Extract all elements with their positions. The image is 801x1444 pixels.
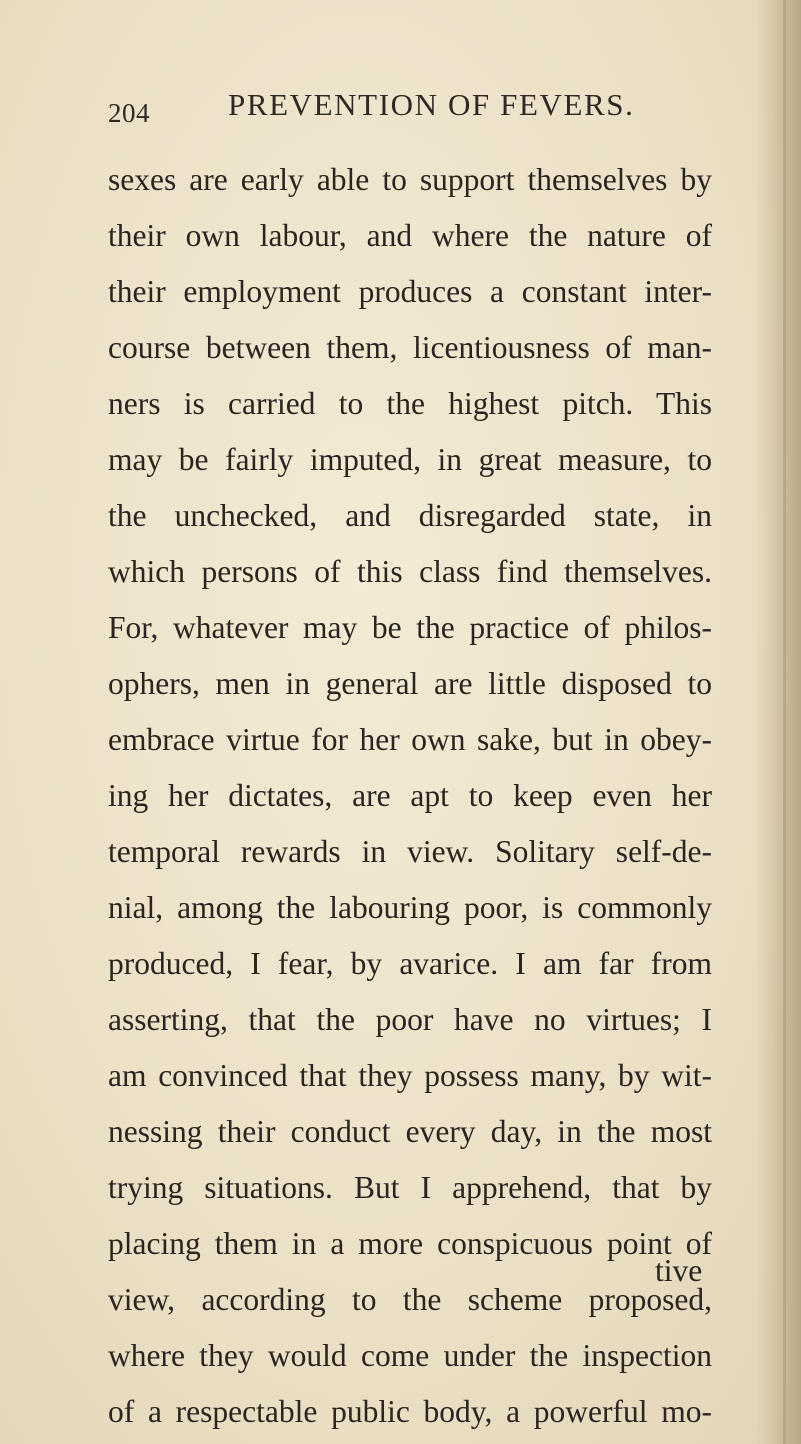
text-line: ners is carried to the highest pitch. This xyxy=(108,386,712,421)
text-line: ophers, men in general are little disposed to xyxy=(108,666,712,701)
text-line: sexes are early able to support themselves by xyxy=(108,162,712,197)
gutter-edge xyxy=(783,0,786,1444)
text-line: placing them in a more conspicuous point of xyxy=(108,1226,712,1261)
text-line: the unchecked, and disregarded state, in xyxy=(108,498,712,533)
page-number: 204 xyxy=(108,98,150,128)
gutter-shadow xyxy=(755,0,801,1444)
text-line: produced, I fear, by avarice. I am far from xyxy=(108,946,712,981)
text-line: which persons of this class find themselves. xyxy=(108,554,712,589)
text-line: course between them, licentiousness of man- xyxy=(108,330,712,365)
body-text xyxy=(108,152,712,1440)
text-line: embrace virtue for her own sake, but in obey- xyxy=(108,722,712,757)
text-line: of a respectable public body, a powerful mo- xyxy=(108,1394,712,1429)
catchword: tive xyxy=(655,1253,703,1288)
text-line: temporal rewards in view. Solitary self-de- xyxy=(108,834,712,869)
text-line: For, whatever may be the practice of philos- xyxy=(108,610,712,645)
running-title: PREVENTION OF FEVERS. xyxy=(228,87,635,122)
text-line: ing her dictates, are apt to keep even her xyxy=(108,778,712,813)
text-line: nial, among the labouring poor, is commonly xyxy=(108,890,712,925)
text-line: view, according to the scheme proposed, xyxy=(108,1282,712,1317)
text-line: may be fairly imputed, in great measure, to xyxy=(108,442,712,477)
text-line: their own labour, and where the nature of xyxy=(108,218,712,253)
text-line: nessing their conduct every day, in the most xyxy=(108,1114,712,1149)
text-line: trying situations. But I apprehend, that by xyxy=(108,1170,712,1205)
text-line: their employment produces a constant inter- xyxy=(108,274,712,309)
text-line: am convinced that they possess many, by wit- xyxy=(108,1058,712,1093)
text-line: where they would come under the inspection xyxy=(108,1338,712,1373)
text-line: asserting, that the poor have no virtues; I xyxy=(108,1002,712,1037)
